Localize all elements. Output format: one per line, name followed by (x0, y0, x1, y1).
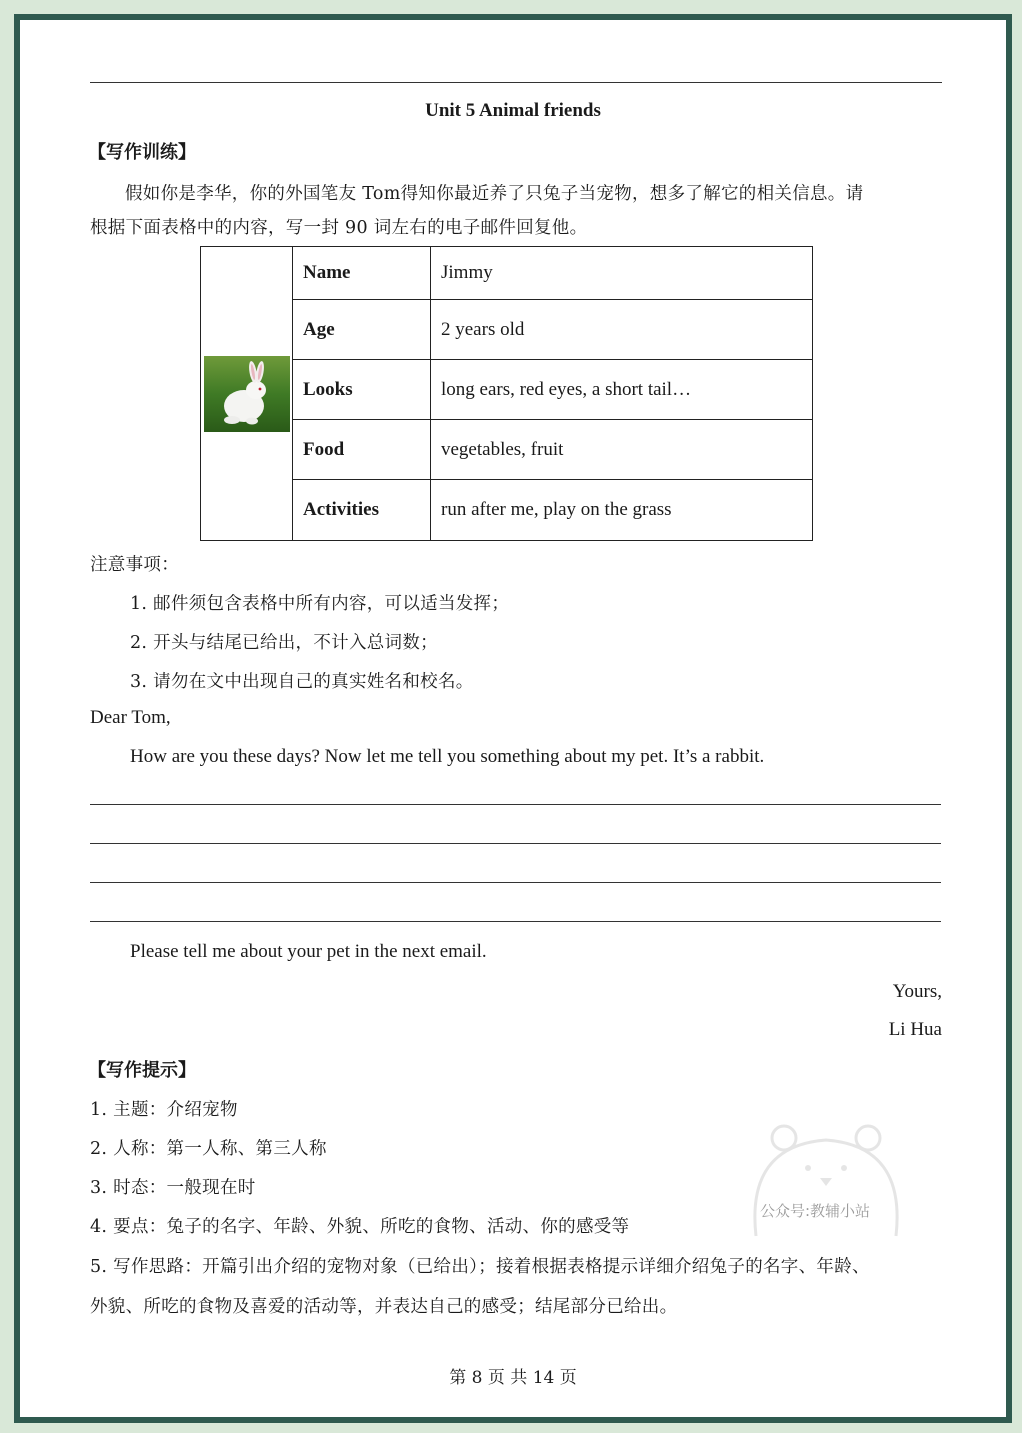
letter-opening: How are you these days? Now let me tell you something about my pet. It’s a rabbit. (130, 746, 765, 767)
page-title: Unit 5 Animal friends (425, 100, 601, 121)
table-key: Looks (293, 360, 431, 420)
table-row (201, 300, 813, 360)
table-value: Jimmy (431, 247, 813, 300)
table-value: 2 years old (431, 300, 813, 360)
tip-item: 3. 时态：一般现在时 (90, 1178, 256, 1198)
letter-signoff: Yours, (892, 981, 942, 1002)
table-key: Food (293, 420, 431, 480)
document-page (20, 20, 1006, 1417)
rabbit-photo-icon (204, 356, 290, 432)
notes-title: 注意事项： (90, 555, 179, 575)
letter-signature: Li Hua (888, 1019, 942, 1040)
table-row (201, 247, 813, 300)
table-key: Activities (293, 480, 431, 541)
page-footer: 第 8 页 共 14 页 (449, 1368, 577, 1388)
section-writing-tips: 【写作提示】 (88, 1060, 196, 1081)
bear-watermark-icon (736, 1116, 916, 1266)
pet-info-table (200, 246, 813, 541)
table-key: Age (293, 300, 431, 360)
tip-item: 1. 主题：介绍宠物 (90, 1100, 238, 1120)
note-item: 3. 请勿在文中出现自己的真实姓名和校名。 (130, 672, 474, 692)
note-item: 2. 开头与结尾已给出，不计入总词数； (130, 633, 438, 653)
tip-item: 2. 人称：第一人称、第三人称 (90, 1139, 327, 1159)
writing-line (90, 804, 941, 805)
table-value: long ears, red eyes, a short tail… (431, 360, 813, 420)
tip-item: 4. 要点：兔子的名字、年龄、外貌、所吃的食物、活动、你的感受等 (90, 1217, 630, 1237)
table-row (201, 420, 813, 480)
watermark-text: 公众号:教辅小站 (760, 1202, 871, 1220)
prompt-line-1: 假如你是李华，你的外国笔友 Tom得知你最近养了只兔子当宠物，想多了解它的相关信息。请 (125, 184, 864, 204)
writing-line (90, 882, 941, 883)
table-value: run after me, play on the grass (431, 480, 813, 541)
letter-greeting: Dear Tom, (90, 707, 171, 728)
writing-line (90, 843, 941, 844)
tip-item: 外貌、所吃的食物及喜爱的活动等，并表达自己的感受；结尾部分已给出。 (90, 1297, 678, 1317)
writing-line (90, 921, 941, 922)
section-writing-practice: 【写作训练】 (88, 142, 196, 163)
table-value: vegetables, fruit (431, 420, 813, 480)
page-frame (14, 14, 1012, 1423)
prompt-line-2: 根据下面表格中的内容，写一封 90 词左右的电子邮件回复他。 (90, 218, 588, 238)
header-rule (90, 82, 942, 83)
table-key: Name (293, 247, 431, 300)
table-row (201, 360, 813, 420)
note-item: 1. 邮件须包含表格中所有内容，可以适当发挥； (130, 594, 510, 614)
table-row (201, 480, 813, 541)
letter-closing: Please tell me about your pet in the next email. (130, 941, 487, 962)
rabbit-photo-cell (201, 247, 293, 541)
tip-item: 5. 写作思路：开篇引出介绍的宠物对象（已给出）；接着根据表格提示详细介绍兔子的名字、年龄、 (90, 1257, 870, 1277)
